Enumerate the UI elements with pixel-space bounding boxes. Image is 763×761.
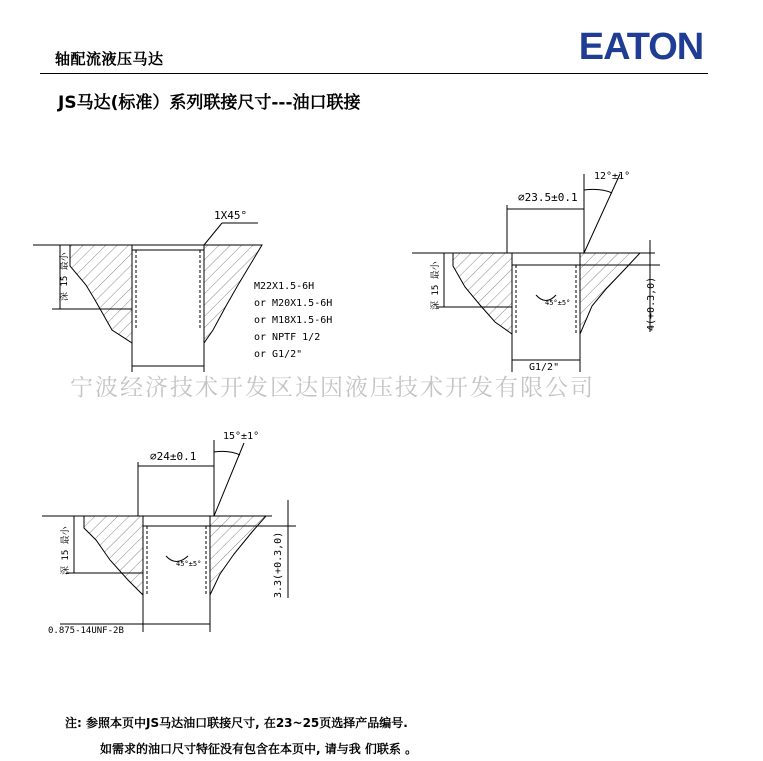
thread-option: M22X1.5-6H xyxy=(254,281,315,292)
drawing-1-thread-options xyxy=(254,281,332,360)
thread-option: or M20X1.5-6H xyxy=(254,298,333,309)
drawing-3-thread: 0.875-14UNF-2B xyxy=(48,626,124,636)
drawing-2-cone: 45°±5° xyxy=(545,299,571,307)
thread-option: or NPTF 1/2 xyxy=(254,332,321,343)
drawing-3-offset: 3.3(+0.3,0) xyxy=(273,531,284,598)
drawing-1-depth: 深 15 最小 xyxy=(60,252,70,301)
drawing-2-thread: G1/2" xyxy=(529,362,560,373)
drawing-3-cone: 45°±5° xyxy=(176,560,202,568)
drawing-3-diameter: ⌀24±0.1 xyxy=(150,450,197,463)
drawing-1-chamfer: 1X45° xyxy=(214,209,248,222)
drawing-3 xyxy=(42,440,296,632)
section-title: JS马达(标准）系列联接尺寸---油口联接 xyxy=(58,93,361,113)
drawing-3-depth: 深 15 最小 xyxy=(61,526,71,575)
svg-text:EATON: EATON xyxy=(578,26,704,68)
thread-option: or G1/2" xyxy=(254,349,303,360)
header-title: 轴配流液压马达 xyxy=(55,50,164,68)
thread-option: or M18X1.5-6H xyxy=(254,315,333,326)
drawing-2-offset: 4(+0.3,0) xyxy=(646,276,657,331)
note-line-2: 如需求的油口尺寸特征没有包含在本页中, 请与我 们联系 。 xyxy=(100,742,418,756)
company-watermark: 宁波经济技术开发区达因液压技术开发有限公司 xyxy=(70,375,595,401)
drawing-2-depth: 深 15 最小 xyxy=(431,261,441,310)
drawing-2-diameter: ⌀23.5±0.1 xyxy=(518,191,578,204)
drawing-3-angle: 15°±1° xyxy=(223,431,260,442)
drawing-2-angle: 12°±1° xyxy=(594,171,631,182)
note-line-1: 注: 参照本页中JS马达油口联接尺寸, 在23~25页选择产品编号. xyxy=(65,716,408,730)
